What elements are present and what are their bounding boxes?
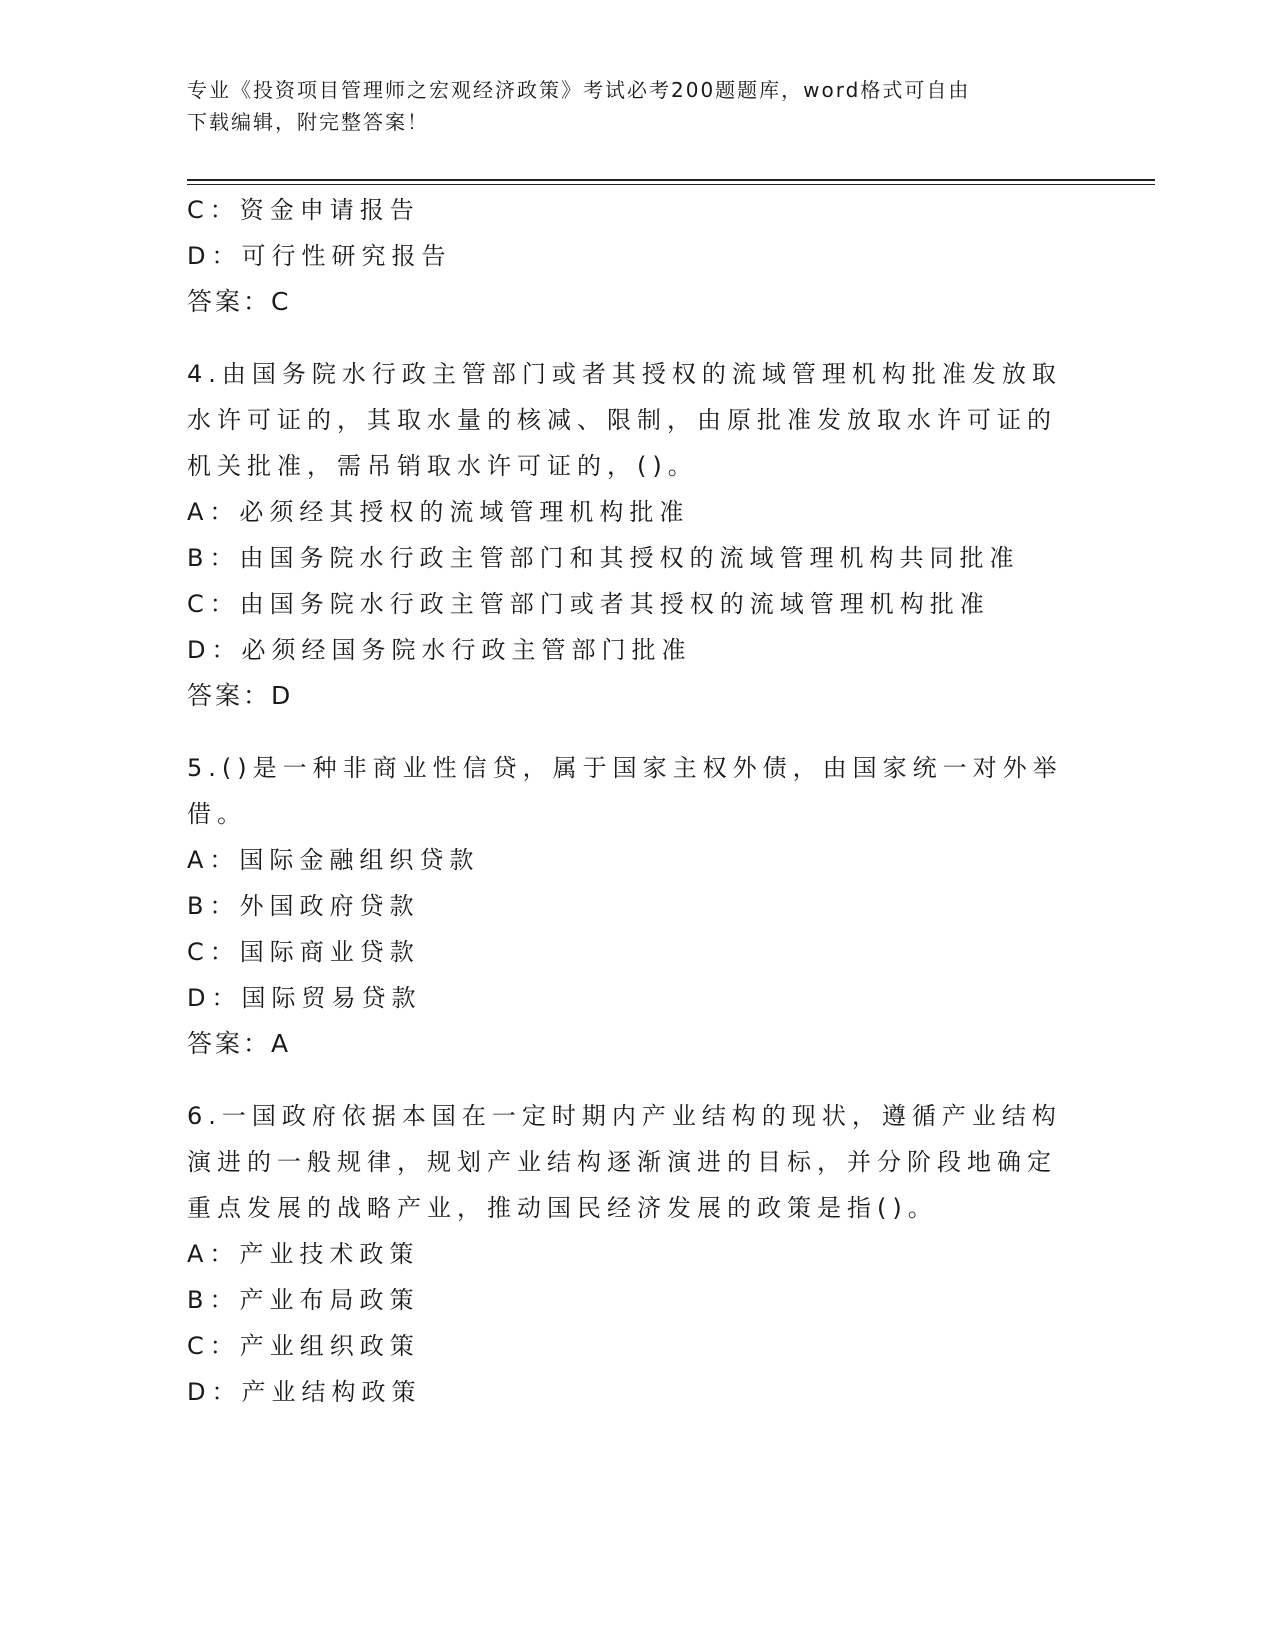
option-c: C：由国务院水行政主管部门或者其授权的流域管理机构批准 <box>187 590 990 618</box>
answer-line: 答案：D <box>187 681 294 710</box>
question-list <box>187 187 1067 1415</box>
document-header <box>187 74 1087 138</box>
header-title-line-2: 下载编辑，附完整答案！ <box>187 110 429 134</box>
question-block-5 <box>187 745 1067 1067</box>
option-d: D：必须经国务院水行政主管部门批准 <box>187 636 692 664</box>
option-d: D：国际贸易贷款 <box>187 984 422 1012</box>
option-c: C：国际商业贷款 <box>187 938 420 966</box>
option-d: D：产业结构政策 <box>187 1378 422 1406</box>
option-b: B：产业布局政策 <box>187 1286 420 1314</box>
option-b: B：外国政府贷款 <box>187 892 420 920</box>
option-c: C：产业组织政策 <box>187 1332 420 1360</box>
header-title-line-1: 专业《投资项目管理师之宏观经济政策》考试必考200题题库，word格式可自由 <box>187 78 971 102</box>
answer-line: 答案：A <box>187 1029 292 1058</box>
option-c: C：资金申请报告 <box>187 196 420 224</box>
question-stem: 5.()是一种非商业性信贷，属于国家主权外债，由国家统一对外举借。 <box>187 754 1063 828</box>
question-stem: 4.由国务院水行政主管部门或者其授权的流域管理机构批准发放取水许可证的，其取水量的核减、限制，由原批准发放取水许可证的机关批准，需吊销取水许可证的，()。 <box>187 360 1062 480</box>
header-divider-thick <box>187 179 1155 181</box>
option-a: A：国际金融组织贷款 <box>187 846 480 874</box>
question-block-6 <box>187 1093 1067 1415</box>
question-block-4 <box>187 351 1067 719</box>
option-a: A：产业技术政策 <box>187 1240 420 1268</box>
answer-line: 答案：C <box>187 287 292 316</box>
option-b: B：由国务院水行政主管部门和其授权的流域管理机构共同批准 <box>187 544 1020 572</box>
option-a: A：必须经其授权的流域管理机构批准 <box>187 498 690 526</box>
header-divider-thin <box>187 184 1155 185</box>
question-stem: 6.一国政府依据本国在一定时期内产业结构的现状，遵循产业结构演进的一般规律，规划产业结构逐渐演进的目标，并分阶段地确定重点发展的战略产业，推动国民经济发展的政策是指()。 <box>187 1102 1062 1222</box>
question-block-prev <box>187 187 1067 325</box>
option-d: D：可行性研究报告 <box>187 242 452 270</box>
